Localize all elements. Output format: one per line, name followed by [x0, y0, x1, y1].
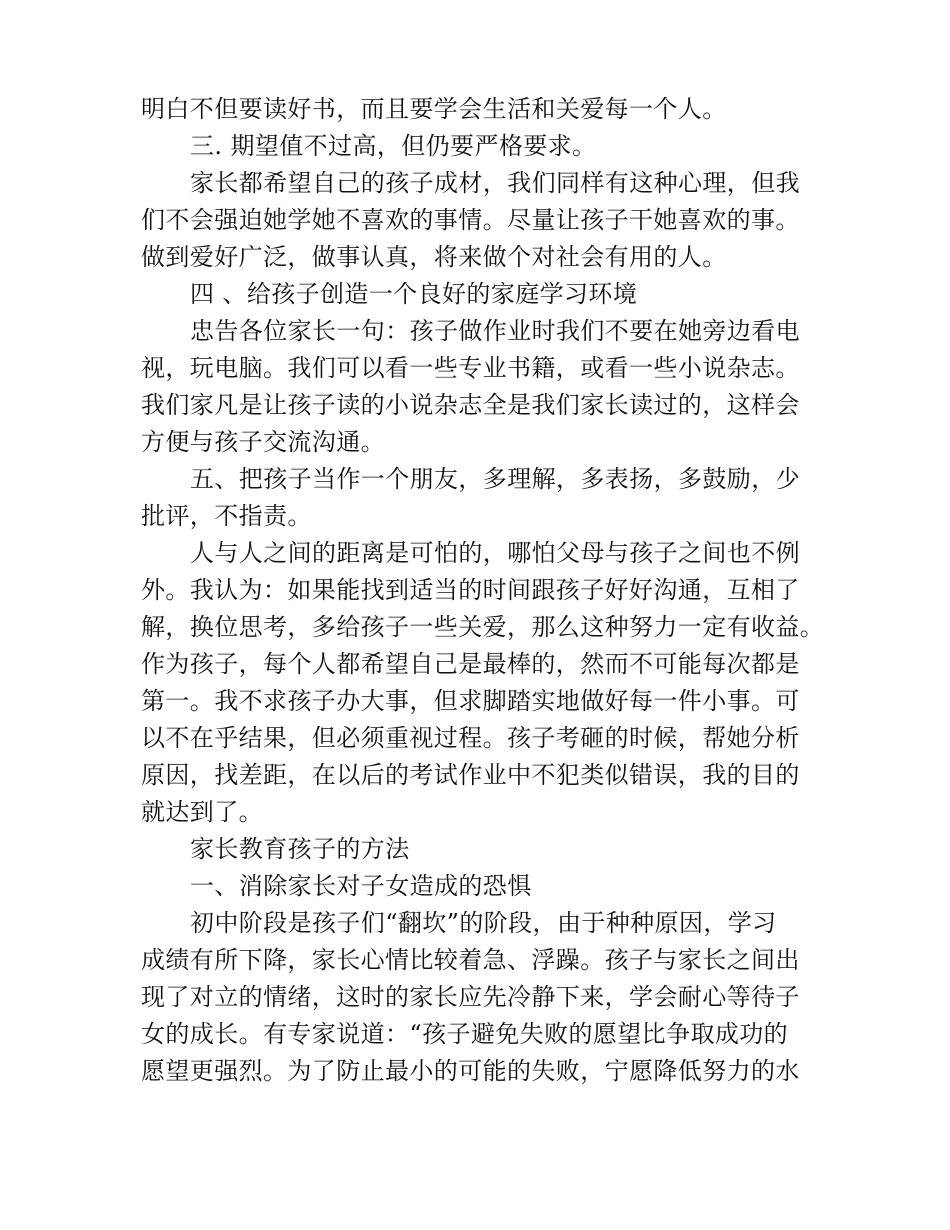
text-line: 现了对立的情绪，这时的家长应先冷静下来，学会耐心等待子	[141, 983, 800, 1011]
section-heading: 四 、给孩子创造一个良好的家庭学习环境	[190, 280, 638, 308]
text-line: 家长都希望自己的孩子成材，我们同样有这种心理，但我	[190, 169, 800, 197]
text-line: 以不在乎结果，但必须重视过程。孩子考砸的时候，帮她分析	[141, 724, 800, 752]
text-line: 做到爱好广泛，做事认真，将来做个对社会有用的人。	[141, 243, 727, 271]
section-heading: 一、消除家长对子女造成的恐惧	[190, 872, 532, 900]
text-line: 忠告各位家长一句：孩子做作业时我们不要在她旁边看电	[190, 317, 800, 345]
text-line: 女的成长。有专家说道：“孩子避免失败的愿望比争取成功的	[141, 1020, 789, 1048]
text-line: 愿望更强烈。为了防止最小的可能的失败，宁愿降低努力的水	[141, 1057, 800, 1085]
text-line: 成绩有所下降，家长心情比较着急、浮躁。孩子与家长之间出	[141, 946, 800, 974]
text-line: 明白不但要读好书，而且要学会生活和关爱每一个人。	[141, 95, 727, 123]
text-line: 我们家凡是让孩子读的小说杂志全是我们家长读过的，这样会	[141, 391, 800, 419]
text-line: 视，玩电脑。我们可以看一些专业书籍，或看一些小说杂志。	[141, 354, 800, 382]
text-line: 方便与孩子交流沟通。	[141, 428, 385, 456]
text-line: 人与人之间的距离是可怕的，哪怕父母与孩子之间也不例	[190, 539, 800, 567]
section-heading: 五、把孩子当作一个朋友，多理解，多表扬，多鼓励，少	[190, 465, 800, 493]
title-heading: 家长教育孩子的方法	[190, 835, 410, 863]
text-line: 们不会强迫她学她不喜欢的事情。尽量让孩子干她喜欢的事。	[141, 206, 800, 234]
text-line: 初中阶段是孩子们“翻坎”的阶段，由于种种原因，学习	[190, 909, 777, 937]
text-line: 就达到了。	[141, 798, 263, 826]
text-line: 原因，找差距，在以后的考试作业中不犯类似错误，我的目的	[141, 761, 800, 789]
text-line: 作为孩子，每个人都希望自己是最棒的，然而不可能每次都是	[141, 650, 800, 678]
text-line: 第一。我不求孩子办大事，但求脚踏实地做好每一件小事。可	[141, 687, 800, 715]
text-line: 批评，不指责。	[141, 502, 312, 530]
text-line: 解，换位思考，多给孩子一些关爱，那么这种努力一定有收益。	[141, 613, 825, 641]
section-heading: 三. 期望值不过高，但仍要严格要求。	[190, 132, 597, 160]
text-line: 外。我认为：如果能找到适当的时间跟孩子好好沟通，互相了	[141, 576, 800, 604]
